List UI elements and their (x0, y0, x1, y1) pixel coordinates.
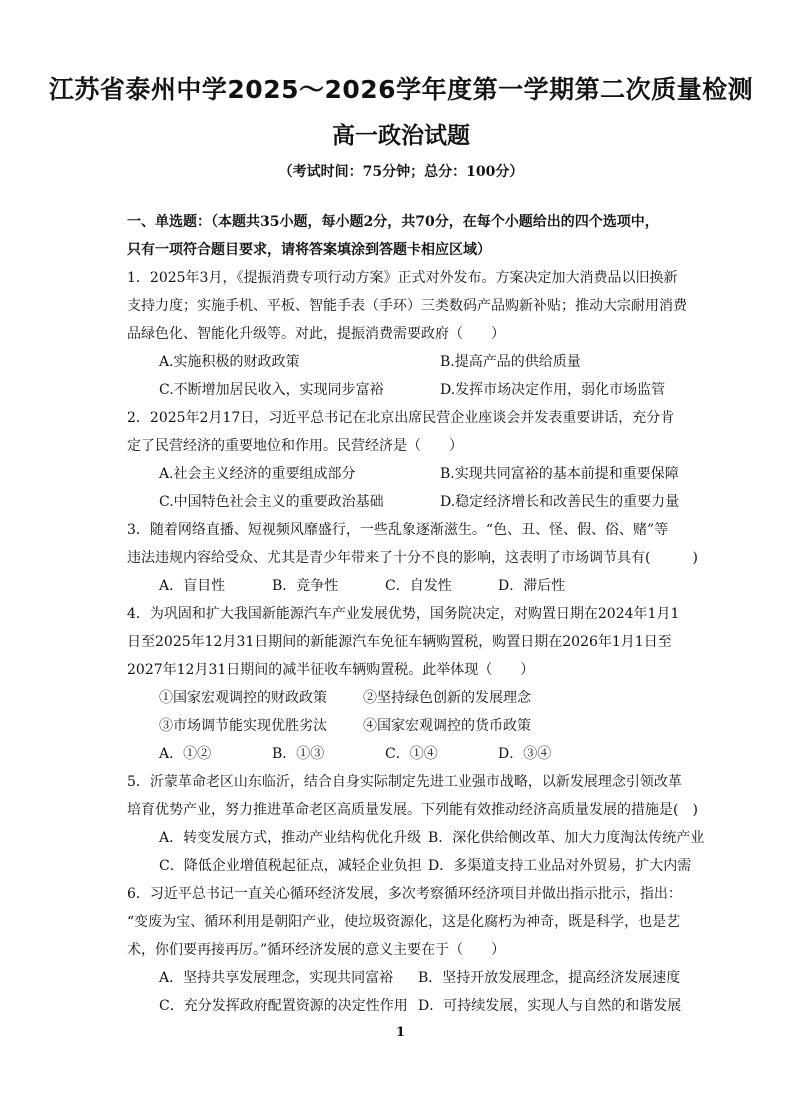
page-number: 1 (396, 1025, 406, 1040)
option-a: A．①② (159, 746, 212, 762)
option-d: D．滞后性 (498, 578, 566, 594)
option-a: A．盲目性 (159, 578, 226, 594)
option-a: A.实施积极的财政政策 (159, 354, 300, 370)
option-c: C.中国特色社会主义的重要政治基础 (159, 494, 384, 510)
section-heading-line1: 一、单选题：（本题共35小题，每小题2分，共70分，在每个小题给出的四个选项中， (127, 214, 659, 230)
question-line: 品绿色化、智能化升级等。对此，提振消费需要政府（ ） (127, 326, 505, 342)
option-c: C．充分发挥政府配置资源的决定性作用 (159, 998, 408, 1014)
question-line: 术，你们要再接再厉。”循环经济发展的意义主要在于（ ） (127, 942, 506, 958)
option-b: B．竞争性 (272, 578, 339, 594)
statement-4: ④国家宏观调控的货币政策 (363, 718, 531, 734)
option-d: D.稳定经济增长和改善民生的重要力量 (440, 494, 680, 510)
option-a: A．转变发展方式，推动产业结构优化升级 (159, 830, 422, 846)
question-line: 支持力度；实施手机、平板、智能手表（手环）三类数码产品购新补贴；推动大宗耐用消费 (127, 298, 687, 314)
question-line: “变废为宝、循环利用是朝阳产业，使垃圾资源化，这是化腐朽为神奇，既是科学，也是艺 (127, 914, 681, 930)
question-line: 日至2025年12月31日期间的新能源汽车免征车辆购置税，购置日期在2026年1月1日至 (127, 634, 672, 650)
option-b: B．坚持开放发展理念，提高经济发展速度 (418, 970, 681, 986)
question-line: 2．2025年2月17日，习近平总书记在北京出席民营企业座谈会并发表重要讲话，充分肯 (127, 410, 675, 426)
option-d: D．多渠道支持工业品对外贸易，扩大内需 (428, 858, 692, 874)
option-d: D．③④ (498, 746, 552, 762)
question-line: 培育优势产业，努力推进革命老区高质量发展。下列能有效推动经济高质量发展的措施是( ) (127, 802, 698, 818)
option-c: C．①④ (385, 746, 438, 762)
question-line: 4．为巩固和扩大我国新能源汽车产业发展优势，国务院决定，对购置日期在2024年1月1 (127, 606, 680, 622)
question-line: 1．2025年3月，《提振消费专项行动方案》正式对外发布。方案决定加大消费品以旧换新 (127, 270, 678, 286)
question-line: 3．随着网络直播、短视频风靡盛行，一些乱象逐渐滋生。“色、丑、怪、假、俗、赌”等 (127, 522, 669, 538)
question-line: 5．沂蒙革命老区山东临沂，结合自身实际制定先进工业强市战略，以新发展理念引领改革 (127, 774, 682, 790)
statement-1: ①国家宏观调控的财政政策 (159, 690, 327, 706)
question-line: 定了民营经济的重要地位和作用。民营经济是（ ） (127, 438, 463, 454)
option-b: B．①③ (272, 746, 325, 762)
option-c: C．自发性 (385, 578, 452, 594)
statement-2: ②坚持绿色创新的发展理念 (363, 690, 531, 706)
exam-meta: （考试时间：75分钟；总分：100分） (278, 164, 524, 180)
option-d: D．可持续发展，实现人与自然的和谐发展 (418, 998, 682, 1014)
question-line: 6．习近平总书记一直关心循环经济发展，多次考察循环经济项目并做出指示批示，指出： (127, 886, 682, 902)
option-a: A.社会主义经济的重要组成部分 (159, 466, 356, 482)
exam-subtitle: 高一政治试题 (332, 123, 470, 149)
option-b: B.提高产品的供给质量 (440, 354, 581, 370)
section-heading-line2: 只有一项符合题目要求，请将答案填涂到答题卡相应区域） (127, 242, 491, 258)
option-a: A．坚持共享发展理念，实现共同富裕 (159, 970, 394, 986)
option-c: C.不断增加居民收入，实现同步富裕 (159, 382, 384, 398)
option-d: D.发挥市场决定作用，弱化市场监管 (440, 382, 666, 398)
option-b: B.实现共同富裕的基本前提和重要保障 (440, 466, 679, 482)
option-c: C．降低企业增值税起征点，减轻企业负担 (159, 858, 422, 874)
question-line: 违法违规内容给受众、尤其是青少年带来了十分不良的影响，这表明了市场调节具有( ) (127, 550, 698, 566)
exam-title: 江苏省泰州中学2025～2026学年度第一学期第二次质量检测 (48, 75, 754, 104)
statement-3: ③市场调节能实现优胜劣汰 (159, 718, 327, 734)
option-b: B．深化供给侧改革、加大力度淘汰传统产业 (428, 830, 705, 846)
question-line: 2027年12月31日期间的减半征收车辆购置税。此举体现（ ） (127, 662, 535, 678)
